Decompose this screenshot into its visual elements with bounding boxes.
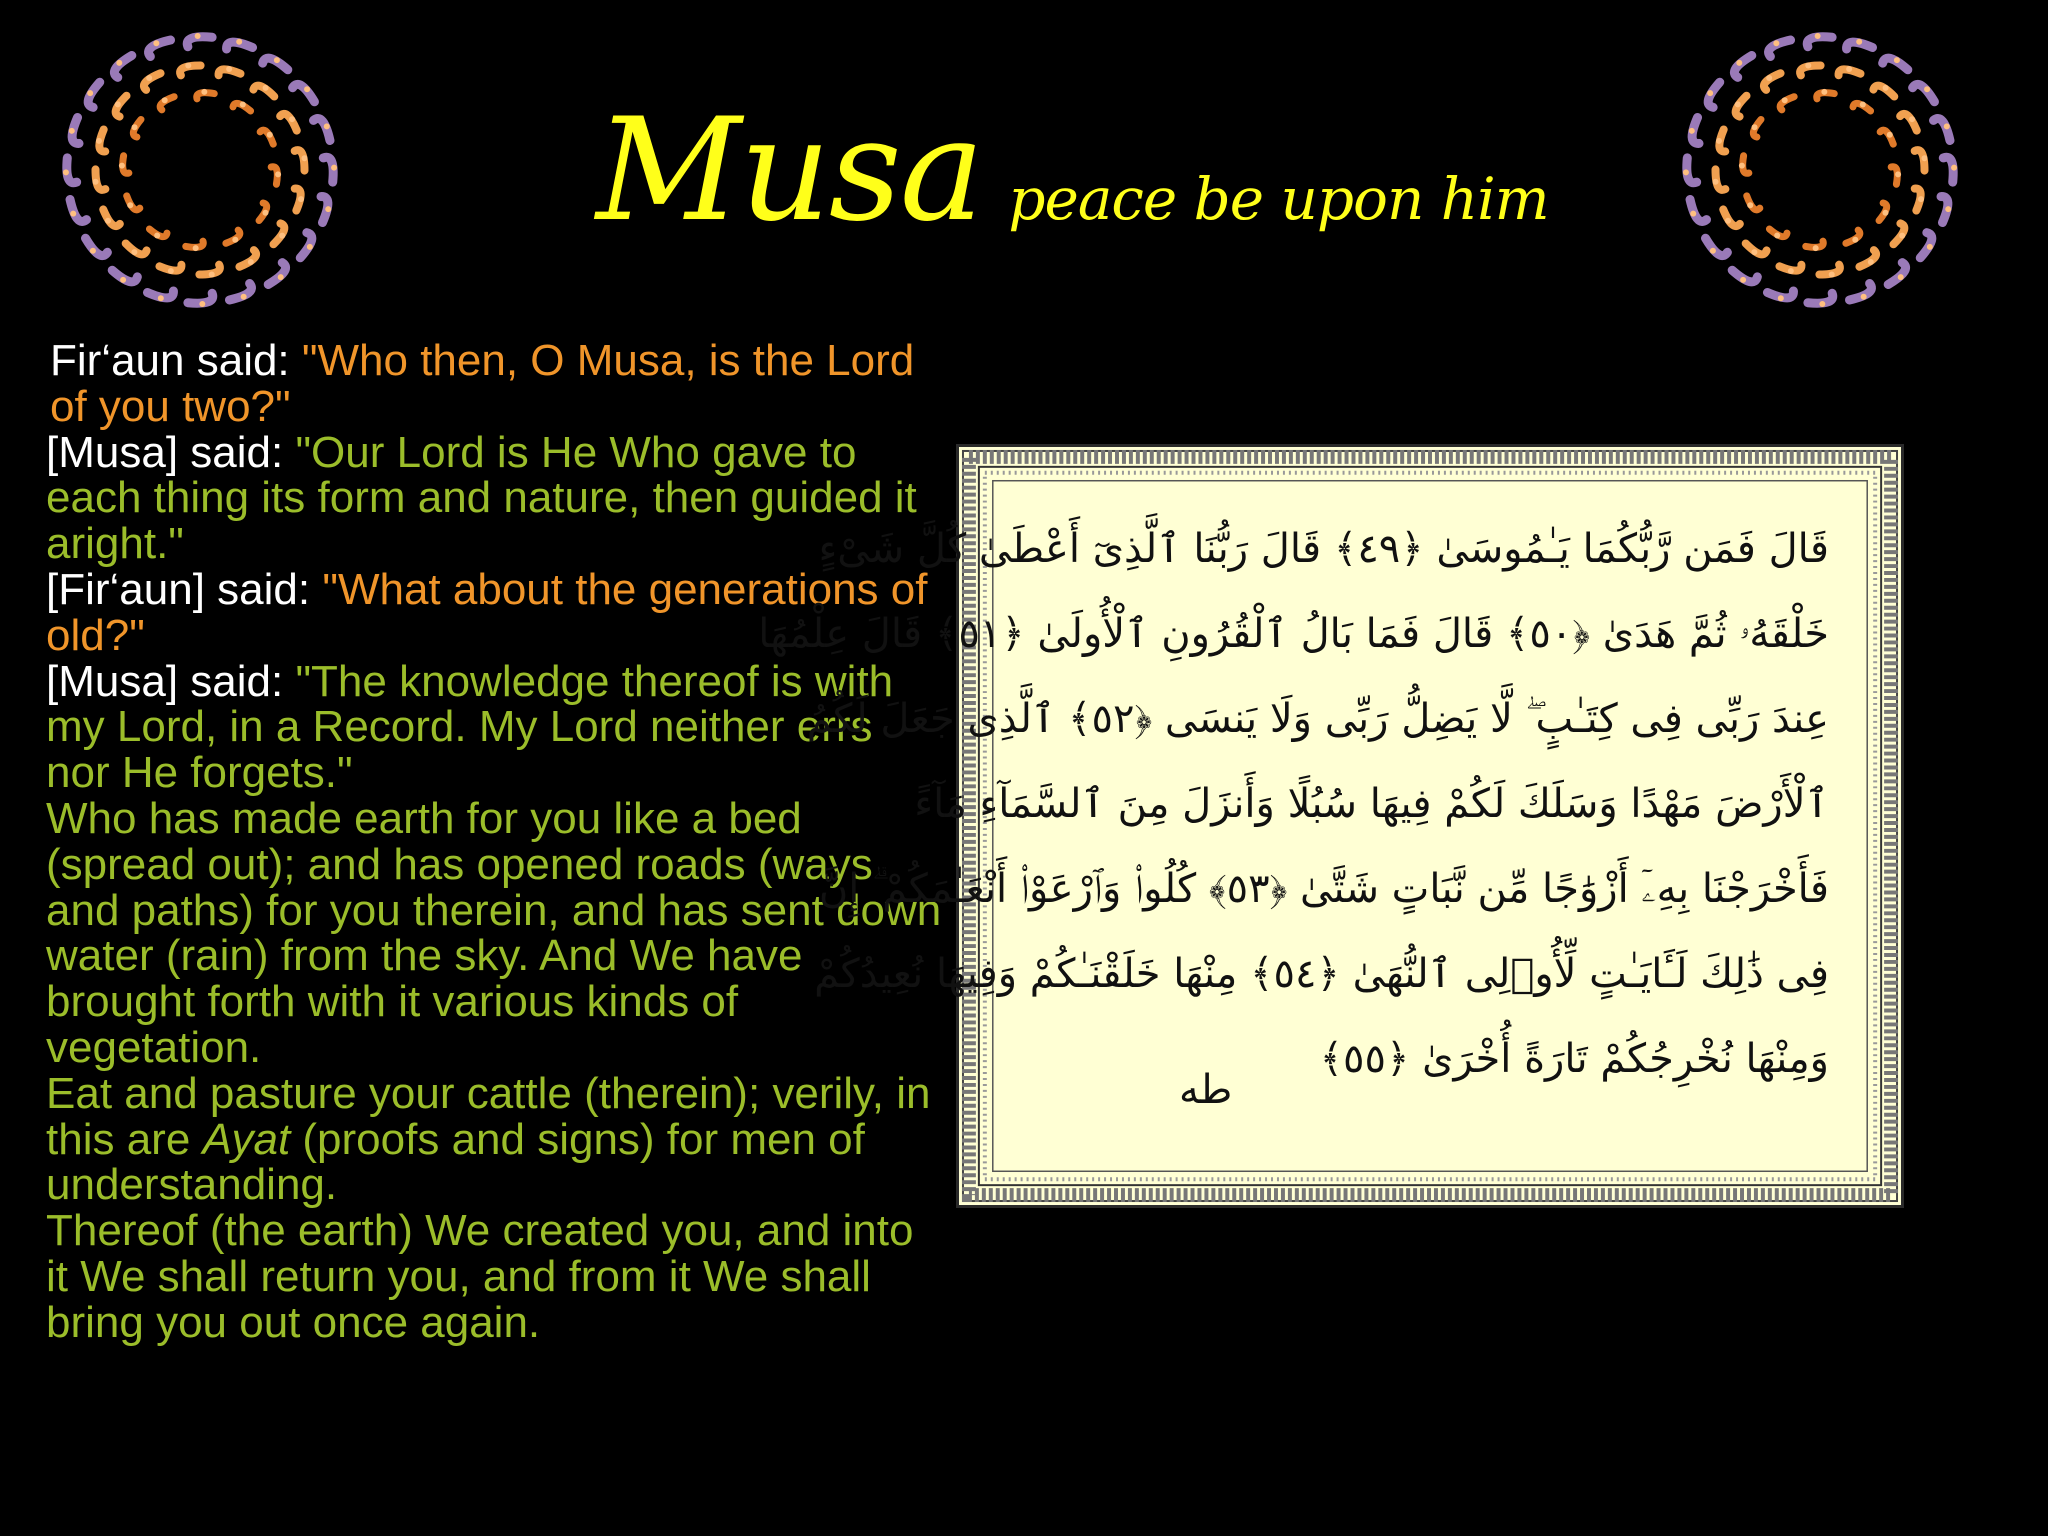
verse-line: فِى ذَٰلِكَ لَـَٔايَـٰتٍ لِّأُو۟لِى ٱلنُّهَىٰ ﴿٥٤﴾ مِنْهَا خَلَقْنَـٰكُمْ وَفِيهَا نُعِيدُكُمْ — [814, 951, 1829, 997]
text-fragment: (proofs and signs) for men of understanding. — [46, 1114, 865, 1210]
title-main: Musa — [596, 88, 983, 253]
right-calligraphy-medallion-icon — [1664, 14, 1976, 326]
surah-name-label: طه — [1179, 1067, 1233, 1113]
paragraph-earth-bed: Who has made earth for you like a bed (spread out); and has opened roads (ways and paths) for you therein, and has sent down water (rain) from the sky. And We have brought forth with it various kinds of vegetation. — [46, 793, 942, 1072]
verse-line: خَلْقَهُۥ ثُمَّ هَدَىٰ ﴿٥٠﴾ قَالَ فَمَا بَالُ ٱلْقُرُونِ ٱلْأُولَىٰ ﴿٥١﴾ قَالَ عِلْمُهَا — [758, 611, 1829, 657]
medallion-pattern — [63, 33, 337, 307]
italic-term: Ayat — [202, 1114, 291, 1164]
verse-line: عِندَ رَبِّى فِى كِتَـٰبٍ ۖ لَّا يَضِلُّ رَبِّى وَلَا يَنسَى ﴿٥٢﴾ ٱلَّذِى جَعَلَ لَكُمُ — [806, 696, 1829, 742]
speaker-label: Fir‘aun said: — [50, 336, 302, 385]
quote-text: "What about the generations of old?" — [46, 564, 928, 660]
paragraph-firaun-question — [46, 338, 946, 430]
paragraph-musa-answer — [46, 427, 946, 569]
quote-text: "Who then, O Musa, is the Lord of you two?" — [50, 336, 915, 431]
arabic-verses — [758, 507, 1829, 1102]
speaker-label: [Musa] said: — [46, 427, 296, 477]
quote-text: "The knowledge thereof is with my Lord, in a Record. My Lord neither errs nor He forgets." — [46, 656, 894, 798]
translation-text — [46, 338, 946, 1346]
speaker-label: [Fir‘aun] said: — [46, 564, 323, 614]
verse-line: قَالَ فَمَن رَّبُّكُمَا يَـٰمُوسَىٰ ﴿٤٩﴾ قَالَ رَبُّنَا ٱلَّذِىٓ أَعْطَىٰ كُلَّ شَىْءٍ — [818, 526, 1829, 572]
page-title — [596, 88, 1549, 253]
left-calligraphy-medallion-icon — [44, 14, 356, 326]
quran-verse-panel — [758, 444, 1904, 1208]
quote-text: "Our Lord is He Who gave to each thing its form and nature, then guided it aright." — [46, 427, 917, 569]
verse-line: ٱلْأَرْضَ مَهْدًا وَسَلَكَ لَكُمْ فِيهَا سُبُلًا وَأَنزَلَ مِنَ ٱلسَّمَآءِ مَآءً — [914, 781, 1829, 827]
speaker-label: [Musa] said: — [46, 656, 296, 706]
paragraph-eat-pasture — [46, 1068, 946, 1210]
medallion-pattern — [1683, 33, 1957, 307]
title-subtitle: peace be upon him — [1008, 165, 1549, 233]
verse-line: وَمِنْهَا نُخْرِجُكُمْ تَارَةً أُخْرَىٰ ﴿٥٥﴾ — [1319, 1036, 1829, 1082]
verse-line: فَأَخْرَجْنَا بِهِۦٓ أَزْوَٰجًا مِّن نَّبَاتٍ شَتَّىٰ ﴿٥٣﴾ كُلُوا۟ وَٱرْعَوْا۟ أَنْعَـٰمَكُمْ ۗ إِنَّ — [818, 866, 1829, 912]
paragraph-created-return: Thereof (the earth) We created you, and into it We shall return you, and from it We shall bring you out once again. — [46, 1206, 914, 1347]
text-fragment: Eat and pasture your cattle (therein); verily, in this are — [46, 1068, 931, 1164]
